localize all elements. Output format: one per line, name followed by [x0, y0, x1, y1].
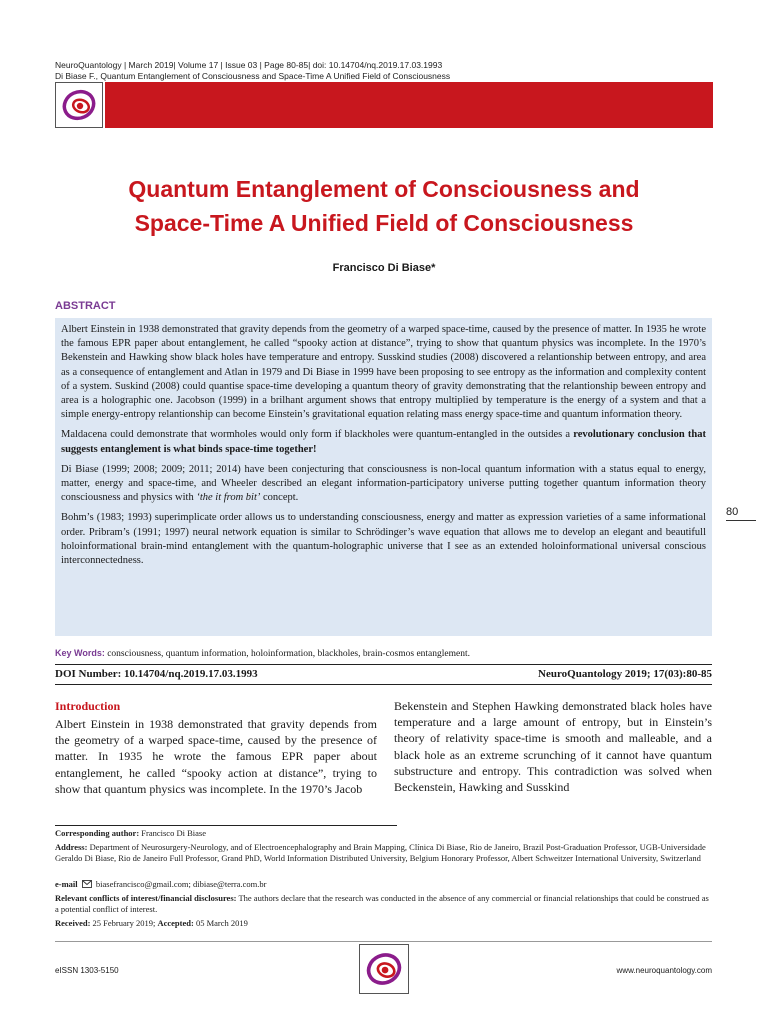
journal-reference: NeuroQuantology 2019; 17(03):80-85: [538, 668, 712, 680]
received-accepted-dates: [55, 918, 712, 929]
introduction-column-right: Bekenstein and Stephen Hawking demonstrated black holes have temperature and a large amount of entropy, but in Einstein’s theory of relativity space-time is smooth and malleable, and a black hole as an extreme scrunching of it cannot have quantum substructure and entropy. This contradiction was solved when Beckenstein, Hawking and Susskind: [394, 699, 712, 795]
conflicts-value: The authors declare that the research was conducted in the absence of any commercial or financial relationships that could be construed as a potential conflict of interest.: [55, 893, 709, 914]
corresponding-author-value: Francisco Di Biase: [141, 828, 206, 838]
doi-number[interactable]: DOI Number: 10.14704/nq.2019.17.03.1993: [55, 668, 258, 680]
abstract-paragraph-2: [61, 428, 706, 456]
accepted-label: Accepted:: [157, 918, 194, 928]
divider: [55, 684, 712, 685]
received-value: 25 February 2019;: [92, 918, 156, 928]
footnote-divider: [55, 825, 397, 826]
footer-journal-logo: [359, 944, 409, 994]
envelope-icon: [82, 880, 92, 888]
article-title-line-2: Space-Time A Unified Field of Consciousness: [134, 210, 634, 236]
keywords-text: consciousness, quantum information, holoinformation, blackholes, brain-cosmos entanglement.: [107, 649, 470, 659]
author-address: [55, 842, 712, 864]
keywords: [55, 648, 712, 659]
corresponding-author-label: Corresponding author:: [55, 828, 140, 838]
conflicts-label: Relevant conflicts of interest/financial disclosures:: [55, 893, 237, 903]
conflicts-of-interest: [55, 893, 712, 915]
journal-logo-icon: [363, 948, 405, 990]
eissn: eISSN 1303-5150: [55, 966, 119, 975]
abstract-paragraph-3: [61, 463, 706, 506]
article-short-citation: Di Biase F., Quantum Entanglement of Consciousness and Space-Time A Unified Field of Consciousness: [55, 71, 451, 81]
footer-divider: [55, 941, 712, 942]
abstract-p2-text: Maldacena could demonstrate that wormholes would only form if blackholes were quantum-entangled in the outsides a: [61, 429, 571, 441]
journal-citation-line: NeuroQuantology | March 2019| Volume 17 | Issue 03 | Page 80-85| doi: 10.14704/nq.2019.17.03.1993: [55, 60, 443, 70]
abstract-paragraph-4: Bohm’s (1983; 1993) superimplicate order allows us to understanding consciousness, energy and matter as expression varieties of a same informational order. Pribram’s (1991; 1997) neural network equation is similar to Schrödinger’s wave equation that allows me to develop an elegant and beautifull holoinformational brain-mind entanglement with the quantum-holographic universe that I see as an extended holoinformational universal conscious interconnectedness.: [61, 512, 706, 567]
journal-logo: [55, 82, 103, 128]
corresponding-author: [55, 828, 712, 839]
email-value[interactable]: biasefrancisco@gmail.com; dibiase@terra.com.br: [95, 879, 267, 889]
page-number-underline: [726, 520, 756, 521]
received-label: Received:: [55, 918, 91, 928]
divider: [55, 664, 712, 665]
abstract-p3-end: concept.: [263, 492, 299, 504]
abstract-p3-text: Di Biase (1999; 2008; 2009; 2011; 2014) have been conjecturing that consciousness is non-local quantum information with a status equal to energy, matter, energy and space-time, and Wheeler described an elegant information-participatory universe putting together quantum information theory consciousness and physics with: [61, 463, 706, 504]
introduction-heading: Introduction: [55, 699, 121, 713]
abstract-box: [55, 318, 712, 636]
abstract-heading: ABSTRACT: [55, 300, 116, 312]
author-name: Francisco Di Biase*: [332, 262, 436, 274]
journal-logo-icon: [59, 85, 99, 125]
address-value: Department of Neurosurgery-Neurology, and of Electroencephalography and Brain Mapping, Clínica Di Biase, Rio de Janeiro, Brazil Post-Graduation Professor, UGB-Universidade Geraldo Di Biase, Rio de Janeiro Full Professor, Grand PhD, World Information Distributed University, Belgium Honorary Professor, Albert Schweitzer International University, Switzerland: [55, 842, 706, 863]
header-banner: [105, 82, 713, 128]
accepted-value: 05 March 2019: [195, 918, 248, 928]
article-title-line-1: Quantum Entanglement of Consciousness and: [128, 176, 640, 202]
author-email: [55, 879, 712, 890]
abstract-p2-bold: revolutionary conclusion that suggests entanglement is what binds space-time together!: [61, 429, 706, 455]
email-label: e-mail: [55, 879, 78, 889]
abstract-paragraph-1: Albert Einstein in 1938 demonstrated that gravity depends from the geometry of a warped space-time, caused by the presence of matter. In 1935 he wrote the famous EPR paper about entanglement, he called “spooky action at distance”, trying to show that quantum physics was incomplete. In the 1970’s Bekenstein and Hawking show black holes have temperature and entropy. Susskind studies (2008) discovered a relantionship between entropy, and area as a consequence of entanglement and Atlan in 1979 and Di Biase in 1999 have been proposing to see entropy as the information and complexity content of a system. Suskind (2008) could quantise space-time developing a quantum theory of gravity demonstrating that the relantionship beween entropy and area is a holographic one. Jacobson (1999) in a brilhant argument shows that entropy multiplied by temperature is the energy of a system and that a simple energy-entropy relantionship can become Einstein’s gravitational equation relating mass energy space-time and quantum information theory.: [61, 324, 706, 421]
address-label: Address:: [55, 842, 88, 852]
keywords-label: Key Words:: [55, 648, 105, 658]
journal-website[interactable]: www.neuroquantology.com: [616, 966, 712, 975]
abstract-p3-italic: ‘the it from bit’: [196, 492, 261, 504]
introduction-column-left: Albert Einstein in 1938 demonstrated that gravity depends from the geometry of a warped space-time, caused by the presence of matter. In 1935 he wrote the famous EPR paper about entanglement, he called “spooky action at distance”, trying to show that quantum physics was incomplete. In the 1970’s Jacob: [55, 717, 377, 796]
page-number: 80: [726, 506, 739, 518]
article-title: [60, 172, 708, 240]
